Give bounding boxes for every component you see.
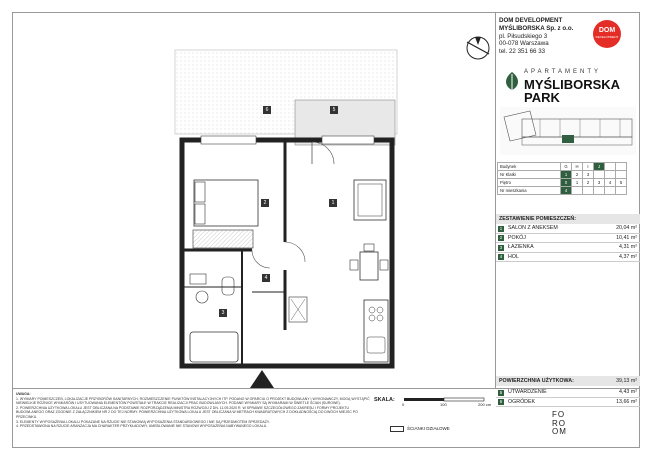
room-label-6: 6	[263, 106, 271, 114]
walls-legend-swatch	[390, 426, 404, 432]
room-row: 1 SALON Z ANEKSEM 20,04 m²	[496, 224, 640, 234]
foroom-logo: FO RO OM	[552, 410, 567, 436]
dining-table	[360, 252, 378, 280]
north-compass-icon	[467, 37, 489, 59]
developer-address	[499, 17, 573, 56]
rooms-summary-title: ZESTAWIENIE POMIESZCZEŃ:	[496, 214, 640, 224]
usable-area-title: POWIERZCHNIA UŻYTKOWA: 39,13 m²	[496, 376, 640, 386]
toilet	[222, 277, 234, 295]
room-label-3: 3	[219, 309, 227, 317]
info-sidebar	[496, 12, 640, 388]
table-row: Piętro 0 1 2 3 4 5	[498, 179, 627, 187]
dom-development-logo: DOM DEVELOPMENT	[593, 20, 621, 48]
room-label-4: 4	[262, 274, 270, 282]
disclaimer-text: UWAGA: 1. WYMIARY POMIESZCZEŃ, LOKALIZACJE PRZYBORÓW SANITARNYCH, ROZMIESZCZENIE PUNKTÓW INSTALACYJNYCH ITP. PODANO W OPARCIU O PROJEKT BUDOWLANY I WYKONAWCZY, MOGĄ WYSTĄPIĆ NIEWIELKIE RÓŻNICE WYMIARÓW I USYTUOWANIA ELEMENTÓW POWSTAŁE W TRAKCIE REALIZACJI PRAC BUDOWLANYCH. PODANE WYMIARY SĄ WYMIARAMI W ŚWIETLE ŚCIAN (SUROWE). 2. POWIERZCHNIA UŻYTKOWA LOKALU JEST OBLICZANA NA PODSTAWIE ROZPORZĄDZENIA MINISTRA ROZWOJU Z DN. 11.09.2020 R. W SPRAWIE SZCZEGÓŁOWEGO ZAKRESU I FORMY PROJEKTU BUDOWLANEGO ORAZ ZGODNIE Z ZAŁĄCZNIKIEM NR 2 DO TEJ NORMY. POWIERZCHNIA UŻYTKOWA LOKALU JEST OBLICZANA W METRACH KWADRATOWYCH Z DOKŁADNOŚCIĄ DO DWÓCH MIEJSC PO PRZECINKU. 3. ELEMENTY WYPOSAŻENIA LOKALU POKAZANE NA RZUCIE NIE STANOWIĄ WYPOSAŻENIA STANDARDOWEGO I NIE SĄ PRZEDMIOTEM SPRZEDAŻY. 4. PRZEDSTAWIONA NA RZUCIE ARANŻACJA MA CHARAKTER PRZYKŁADOWY, UMEBLOWANIE NIE STANOWI WYPOSAŻENIA NABYWANEGO LOKALU.	[16, 392, 370, 429]
leaf-logo-icon	[502, 70, 522, 92]
scale-tick-200: 200 cm	[478, 402, 492, 407]
developer-phone: tel. 22 351 66 33	[499, 48, 546, 56]
extra-row: 5 UTWARDZENIE 4,43 m²	[496, 388, 640, 398]
developer-name: DOM DEVELOPMENT	[499, 17, 563, 24]
room-label-1: 1	[329, 199, 337, 207]
wardrobe	[193, 230, 253, 248]
entrance-arrow-icon	[250, 370, 274, 388]
scale-label: SKALA:	[374, 397, 395, 403]
room-label-5: 5	[330, 106, 338, 114]
developer-city: 00-078 Warszawa	[499, 40, 549, 48]
table-row: Nr Klatki 1 2 3	[498, 171, 627, 179]
scale-tick-100: 100	[440, 402, 447, 407]
building-location-map	[500, 107, 636, 155]
table-row: Nr mieszkania 4	[498, 187, 627, 195]
scale-tick-0: 0	[402, 402, 405, 407]
bathtub	[190, 332, 238, 362]
bed	[194, 180, 258, 226]
brand-tagline: APARTAMENTY	[524, 69, 602, 75]
extra-row: 6 OGRÓDEK 13,66 m²	[496, 398, 640, 408]
developer-street: pl. Piłsudskiego 3	[499, 32, 548, 40]
room-row: 4 HOL 4,37 m²	[496, 253, 640, 263]
room-label-2: 2	[261, 199, 269, 207]
table-row: Budynek G H I J	[498, 163, 627, 171]
floor-plan	[12, 12, 496, 388]
walls-legend: ŚCIANKI DZIAŁOWE	[390, 426, 450, 432]
floor-plan-area	[12, 12, 496, 388]
building-info-table	[497, 162, 627, 195]
sofa	[354, 180, 386, 220]
footer	[12, 388, 640, 448]
washbasin	[196, 291, 208, 303]
room-row: 2 POKÓJ 10,41 m²	[496, 234, 640, 244]
brand-name: MYŚLIBORSKA PARK	[524, 77, 621, 105]
developer-company: MYŚLIBORSKA Sp. z o.o.	[499, 24, 574, 32]
room-row: 3 ŁAZIENKA 4,31 m²	[496, 243, 640, 253]
